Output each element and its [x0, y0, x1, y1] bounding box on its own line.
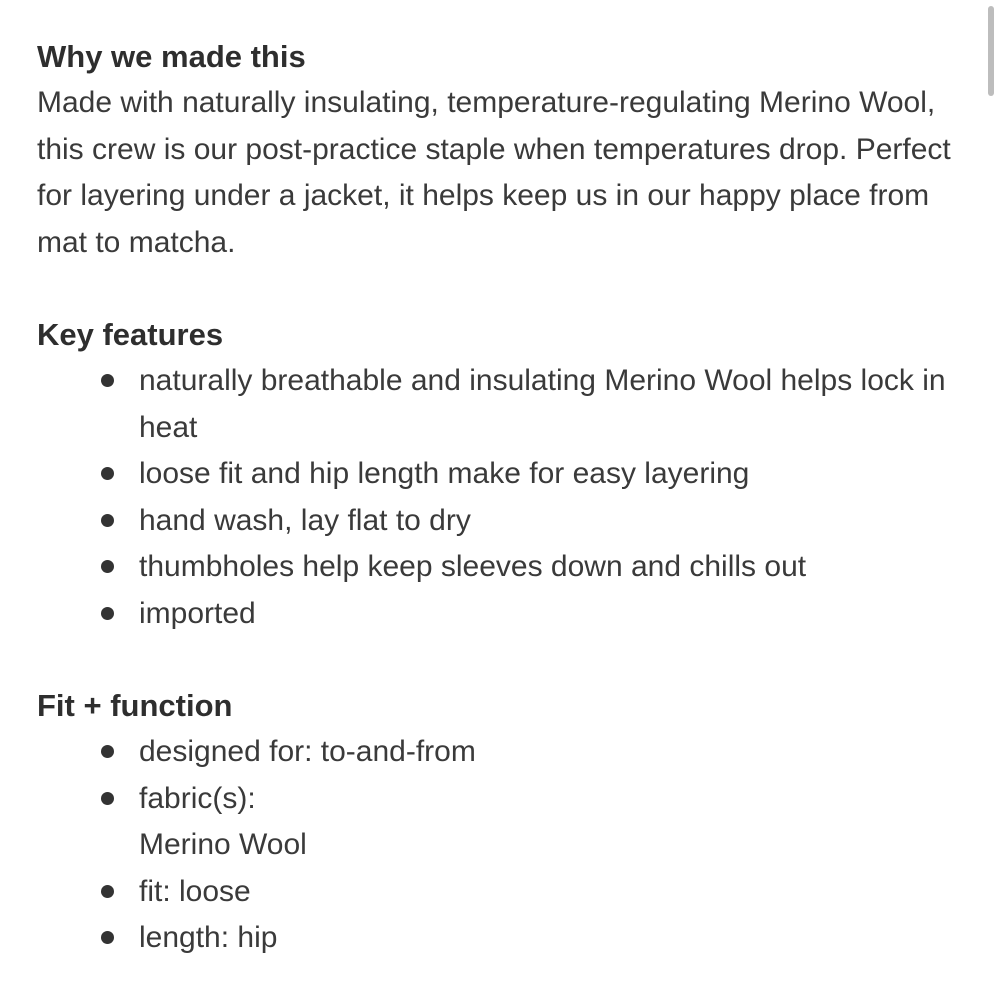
feature-text: loose fit and hip length make for easy layering: [139, 457, 750, 490]
fit-text: designed for: to-and-from: [139, 735, 476, 768]
scrollbar-thumb[interactable]: [988, 6, 994, 96]
feature-text: hand wash, lay flat to dry: [139, 503, 471, 537]
list-item: [37, 358, 977, 451]
why-we-made-this-heading: Why we made this: [37, 39, 306, 74]
key-features-list: [37, 358, 977, 637]
bullet-icon: [101, 885, 114, 898]
fit-function-heading: Fit + function: [37, 688, 233, 723]
fit-function-section: [37, 683, 977, 962]
bullet-icon: [101, 607, 114, 620]
feature-text: naturally breathable and insulating Merino Wool helps lock in heat: [139, 364, 946, 444]
list-item: [37, 869, 977, 916]
list-item: [37, 729, 977, 776]
fabric-value: Merino Wool: [139, 828, 307, 861]
fit-text: length: hip: [139, 921, 278, 954]
bullet-icon: [101, 792, 114, 805]
fit-text: fit: loose: [139, 874, 251, 908]
bullet-icon: [101, 745, 114, 758]
list-item: [37, 498, 977, 545]
list-item: [37, 591, 977, 638]
list-item: [37, 915, 977, 962]
bullet-icon: [101, 467, 114, 480]
bullet-icon: [101, 560, 114, 573]
key-features-section: [37, 312, 977, 637]
why-we-made-this-section: [37, 34, 977, 266]
bullet-icon: [101, 931, 114, 944]
why-we-made-this-text: Made with naturally insulating, temperature-regulating Merino Wool, this crew is our post-practice staple when temperatures drop. Perfect for layering under a jacket, it helps keep us in our happy place from mat to matcha.: [37, 86, 951, 259]
bullet-icon: [101, 514, 114, 527]
feature-text: imported: [139, 596, 256, 630]
list-item: [37, 451, 977, 498]
bullet-icon: [101, 374, 114, 387]
list-item: [37, 776, 977, 869]
fit-function-list: [37, 729, 977, 962]
key-features-heading: Key features: [37, 317, 224, 352]
feature-text: thumbholes help keep sleeves down and chills out: [139, 550, 807, 583]
product-details: [37, 34, 977, 1008]
list-item: [37, 544, 977, 591]
fabric-label: fabric(s):: [139, 781, 256, 815]
